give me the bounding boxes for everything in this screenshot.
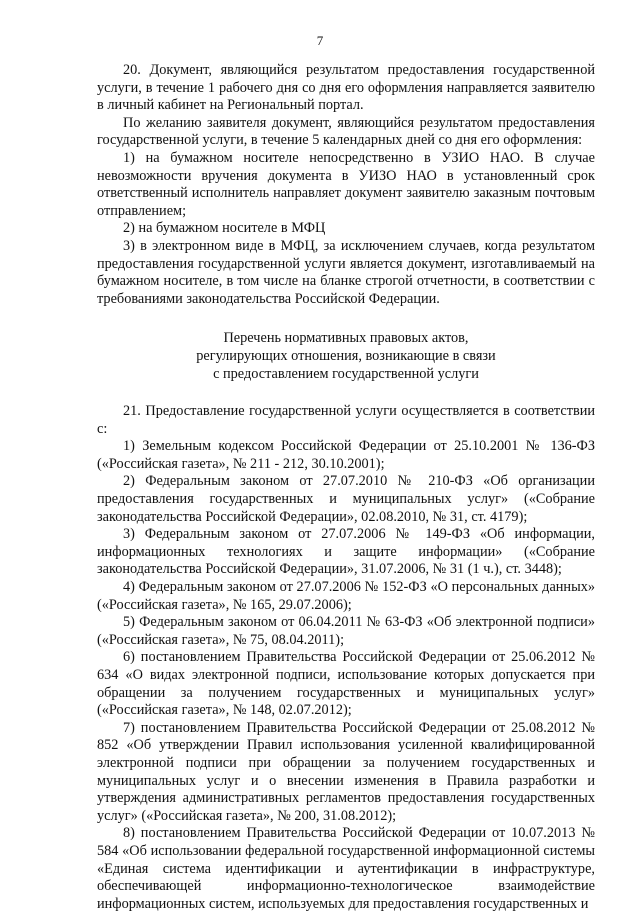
legal-act-5: 5) Федеральным законом от 06.04.2011 № 63-ФЗ «Об электронной подписи» («Российская газета», № 75, 08.04.2011); (97, 614, 595, 648)
legal-act-2: 2) Федеральным законом от 27.07.2010 № 210-ФЗ «Об организации предоставления государственных и муниципальных услуг» («Собрание законодательства Российской Федерации», 02.08.2010, № 31, ст. 4179); (97, 473, 595, 525)
paragraph-21: 21. Предоставление государственной услуги осуществляется в соответствии с: (97, 403, 595, 437)
legal-act-7: 7) постановлением Правительства Российской Федерации от 25.08.2012 № 852 «Об утверждении Правил использования усиленной квалифицированной электронной подписи при обращении за получением государственных и муниципальных услуг и о внесении изменения в Правила разработки и утверждения административных регламентов предоставления государственных услуг» («Российская газета», № 200, 31.08.2012); (97, 719, 595, 824)
paragraph-wish: По желанию заявителя документ, являющийся результатом предоставления государственной услуги, в течение 5 календарных дней со дня его оформления: (97, 114, 595, 149)
legal-act-8: 8) постановлением Правительства Российской Федерации от 10.07.2013 № 584 «Об использовании федеральной государственной информационной системы «Единая система идентификации и аутентификации в инфраструктуре, обеспечивающей информационно-технологическое взаимодействие информационных систем, используемых для предоставления государственных и (97, 825, 595, 912)
list-item-1: 1) на бумажном носителе непосредственно в УЗИО НАО. В случае невозможности вручения документа в УИЗО НАО в установленный срок ответственный исполнитель направляет документ заявителю заказным почтовым отправлением; (97, 149, 595, 219)
page-number: 7 (316, 33, 324, 48)
legal-act-3: 3) Федеральным законом от 27.07.2006 № 149-ФЗ «Об информации, информационных технологиях и защите информации» («Собрание законодательства Российской Федерации», 31.07.2006, № 31 (1 ч.), ст. 3448); (97, 526, 595, 578)
heading-line: Перечень нормативных правовых актов, (223, 330, 469, 347)
list-item-2: 2) на бумажном носителе в МФЦ (123, 220, 326, 237)
document-body (97, 62, 595, 913)
list-item-3: 3) в электронном виде в МФЦ, за исключением случаев, когда результатом предоставления государственной услуги является документ, изготавливаемый на бумажном носителе, в том числе на бланке строгой отчетности, в соответствии с требованиями законодательства Российской Федерации. (97, 237, 595, 307)
legal-act-1: 1) Земельным кодексом Российской Федерации от 25.10.2001 № 136-ФЗ («Российская газета», № 211 - 212, 30.10.2001); (97, 438, 595, 472)
legal-act-4: 4) Федеральным законом от 27.07.2006 № 152-ФЗ «О персональных данных» («Российская газета», № 165, 29.07.2006); (97, 579, 595, 613)
legal-act-6: 6) постановлением Правительства Российской Федерации от 25.06.2012 № 634 «О видах электронной подписи, использование которых допускается при обращении за получением государственных и муниципальных услуг» («Российская газета», № 148, 02.07.2012); (97, 649, 595, 719)
heading-line: с предоставлением государственной услуги (213, 365, 479, 382)
heading-line: регулирующих отношения, возникающие в связи (196, 347, 496, 364)
section-heading (97, 330, 595, 383)
paragraph-20: 20. Документ, являющийся результатом предоставления государственной услуги, в течение 1 рабочего дня со дня его оформления направляется заявителю в личный кабинет на Региональный портал. (97, 62, 595, 114)
